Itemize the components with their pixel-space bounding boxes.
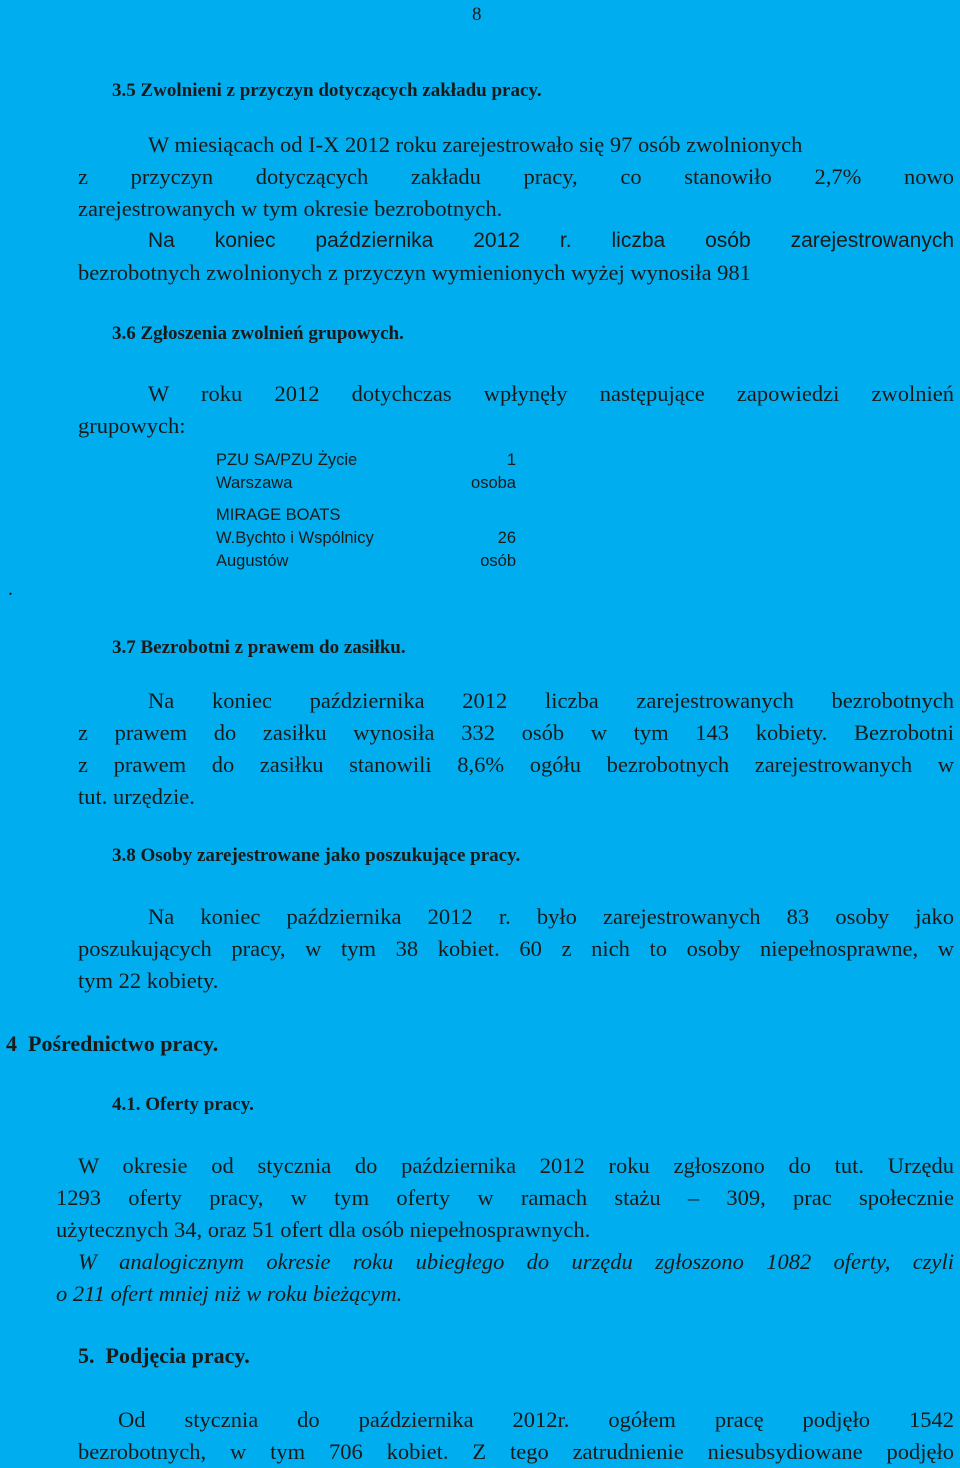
paragraph-line: z prawem do zasiłku stanowili 8,6% ogółu bezrobotnych zarejestrowanych w [78, 752, 954, 777]
paragraph-line: Od stycznia do października 2012r. ogółem pracę podjęło 1542 [118, 1407, 954, 1432]
paragraph-line: Na koniec października 2012 liczba zarejestrowanych bezrobotnych [148, 688, 954, 713]
section-4-1-paragraph [56, 1150, 954, 1310]
table-cell: osób [480, 552, 516, 570]
paragraph-line: bezrobotnych, w tym 706 kobiet. Z tego zatrudnienie niesubsydiowane podjęło [78, 1439, 954, 1464]
table-cell: PZU SA/PZU Życie [216, 451, 358, 469]
section-4-1-heading: 4.1. Oferty pracy. [112, 1094, 254, 1115]
paragraph-line: tut. urzędzie. [78, 784, 195, 809]
table-cell: W.Bychto i Wspólnicy [216, 529, 374, 547]
paragraph-line: 1293 oferty pracy, w tym oferty w ramach stażu – 309, prac społecznie [56, 1185, 954, 1210]
paragraph-line: z przyczyn dotyczących zakładu pracy, co stanowiło 2,7% nowo [78, 164, 954, 189]
page-number: 8 [472, 4, 482, 25]
table-cell: MIRAGE BOATS [216, 506, 341, 524]
section-3-5-heading: 3.5 Zwolnieni z przyczyn dotyczących zakładu pracy. [112, 80, 542, 101]
section-3-5-paragraph [78, 129, 954, 299]
paragraph-line: o 211 ofert mniej niż w roku bieżącym. [56, 1281, 403, 1306]
paragraph-line: tym 22 kobiety. [78, 968, 219, 993]
section-5-paragraph [78, 1404, 954, 1466]
paragraph-line: grupowych: [78, 413, 186, 438]
paragraph-line: Na koniec października 2012 r. było zarejestrowanych 83 osoby jako [148, 904, 954, 929]
paragraph-line: W okresie od stycznia do października 2012 roku zgłoszono do tut. Urzędu [78, 1153, 954, 1178]
paragraph-line: bezrobotnych zwolnionych z przyczyn wymienionych wyżej wynosiła 981 [78, 260, 751, 285]
layoffs-table [216, 449, 516, 575]
section-3-8-paragraph [78, 901, 954, 1001]
table-cell: 1 [506, 451, 516, 469]
stray-dot: . [8, 578, 13, 600]
section-3-6-heading: 3.6 Zgłoszenia zwolnień grupowych. [112, 323, 404, 344]
paragraph-line: W analogicznym okresie roku ubiegłego do urzędu zgłoszono 1082 oferty, czyli [78, 1249, 954, 1274]
paragraph-line: W miesiącach od I-X 2012 roku zarejestrowało się 97 osób zwolnionych [148, 132, 803, 157]
section-3-8-heading: 3.8 Osoby zarejestrowane jako poszukujące pracy. [112, 845, 521, 866]
paragraph-line: zarejestrowanych w tym okresie bezrobotnych. [78, 196, 503, 221]
section-5-heading: 5. Podjęcia pracy. [78, 1343, 250, 1368]
section-3-7-paragraph [78, 685, 954, 825]
paragraph-line: poszukujących pracy, w tym 38 kobiet. 60 z nich to osoby niepełnosprawne, w [78, 936, 954, 961]
table-cell: Warszawa [216, 474, 293, 492]
table-cell: Augustów [216, 552, 289, 570]
table-cell: 26 [497, 529, 516, 547]
section-4-heading: 4 Pośrednictwo pracy. [6, 1031, 219, 1056]
paragraph-line: użytecznych 34, oraz 51 ofert dla osób niepełnosprawnych. [56, 1217, 591, 1242]
paragraph-line: W roku 2012 dotychczas wpłynęły następujące zapowiedzi zwolnień [148, 381, 954, 406]
section-3-6-paragraph [78, 378, 954, 448]
table-cell: osoba [471, 474, 516, 492]
section-3-7-heading: 3.7 Bezrobotni z prawem do zasiłku. [112, 637, 406, 658]
paragraph-line: Na koniec października 2012 r. liczba osób zarejestrowanych [148, 229, 954, 252]
paragraph-line: z prawem do zasiłku wynosiła 332 osób w tym 143 kobiety. Bezrobotni [78, 720, 954, 745]
